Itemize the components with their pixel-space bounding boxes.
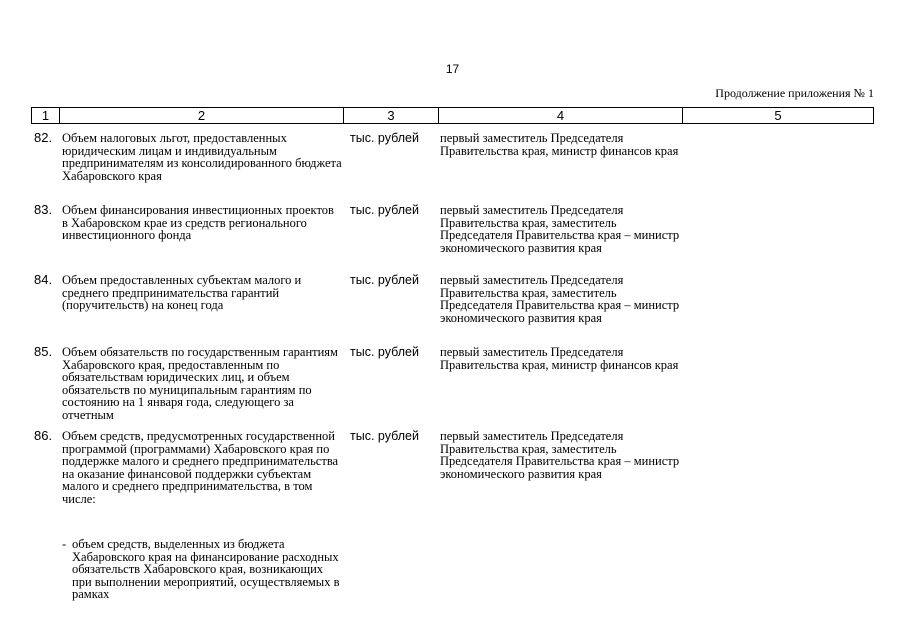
- row-description: Объем предоставленных субъектам малого и среднего предпринимательства гарантий (поручительств) на конец года: [62, 273, 302, 312]
- row-description: Объем средств, предусмотренных государственной программой (программами) Хабаровского края по поддержке малого и среднего предпринимательства на оказание финансовой поддержки субъектам малого и среднего предпринимательства, в том числе:: [62, 429, 339, 506]
- header-col-1: 1: [41, 108, 50, 123]
- header-col-2: 2: [59, 108, 343, 123]
- header-col-5: 5: [682, 108, 873, 123]
- row-number: 82.: [34, 130, 53, 145]
- row-number: 83.: [34, 202, 53, 217]
- header-col-3: 3: [343, 108, 438, 123]
- continuation-note: Продолжение приложения № 1: [715, 86, 874, 100]
- row-number: 84.: [34, 272, 53, 287]
- row-sub-item: [62, 538, 342, 601]
- row-unit: тыс. рублей: [350, 131, 419, 145]
- row-responsible: первый заместитель Председателя Правительства края, заместитель Председателя Правительства края – министр экономического развития края: [440, 203, 680, 255]
- row-responsible: первый заместитель Председателя Правительства края, заместитель Председателя Правительства края – министр экономического развития края: [440, 429, 680, 481]
- row-responsible: первый заместитель Председателя Правительства края, министр финансов края: [440, 345, 679, 372]
- row-unit: тыс. рублей: [350, 429, 419, 443]
- row-number: 85.: [34, 344, 53, 359]
- row-description: Объем налоговых льгот, предоставленных юридическим лицам и индивидуальным предпринимателям из консолидированного бюджета Хабаровского края: [62, 131, 342, 183]
- page-number: 17: [445, 62, 460, 76]
- header-col-4: 4: [438, 108, 682, 123]
- row-description: Объем финансирования инвестиционных проектов в Хабаровском крае из средств регионального инвестиционного фонда: [62, 203, 334, 242]
- table-header-row: [31, 107, 874, 124]
- row-unit: тыс. рублей: [350, 203, 419, 217]
- row-number: 86.: [34, 428, 53, 443]
- sub-item-dash: -: [62, 537, 67, 551]
- row-description: Объем обязательств по государственным гарантиям Хабаровского края, предоставленным по обязательствам юридических лиц, и объем обязательств по муниципальным гарантиям по состоянию на 1 января года, следующего за отчетным: [62, 345, 338, 422]
- row-unit: тыс. рублей: [350, 273, 419, 287]
- row-responsible: первый заместитель Председателя Правительства края, заместитель Председателя Правительства края – министр экономического развития края: [440, 273, 680, 325]
- row-responsible: первый заместитель Председателя Правительства края, министр финансов края: [440, 131, 679, 158]
- row-unit: тыс. рублей: [350, 345, 419, 359]
- sub-item-text: объем средств, выделенных из бюджета Хабаровского края на финансирование расходных обязательств Хабаровского края, возникающих при выполнении мероприятий, осуществляемых в рамках: [72, 537, 340, 601]
